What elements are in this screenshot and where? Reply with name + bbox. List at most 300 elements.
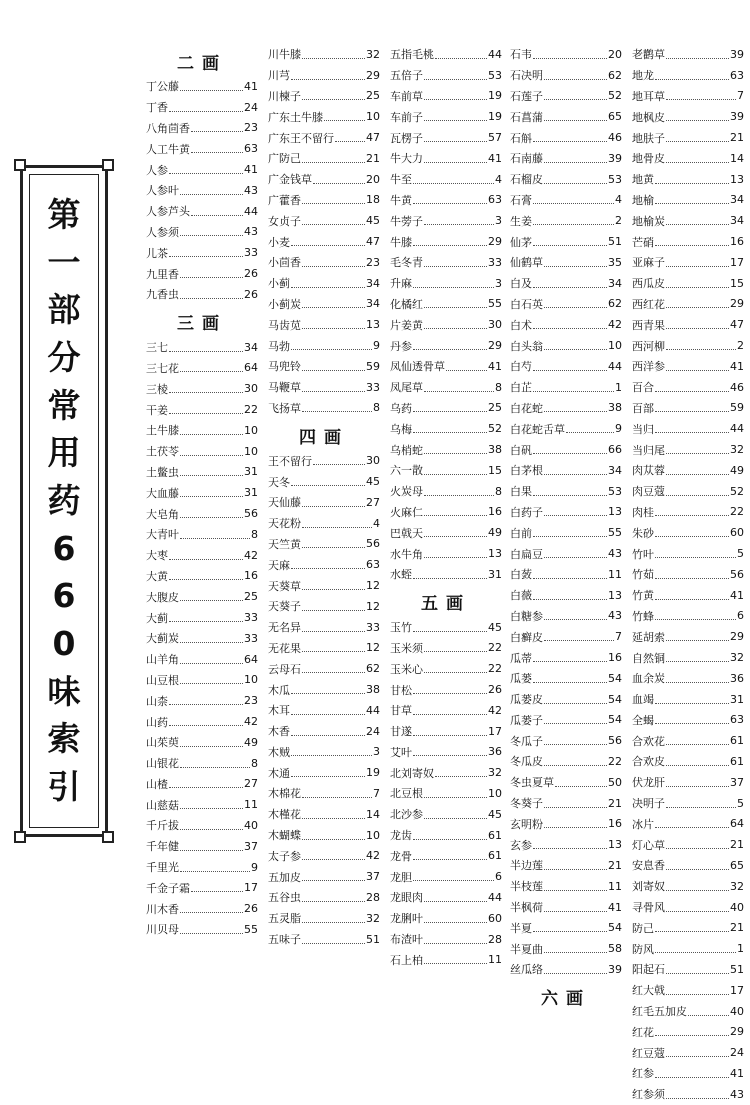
index-entry[interactable] xyxy=(268,742,380,763)
index-entry[interactable] xyxy=(510,564,622,585)
index-entry[interactable] xyxy=(632,980,744,1001)
index-entry[interactable] xyxy=(632,314,744,335)
index-entry[interactable] xyxy=(632,689,744,710)
index-entry[interactable] xyxy=(268,148,380,169)
index-entry[interactable] xyxy=(146,670,258,691)
index-entry[interactable] xyxy=(632,231,744,252)
page-number: 17 xyxy=(244,881,258,895)
herb-name: 毛冬青 xyxy=(390,256,423,270)
herb-name: 白癣皮 xyxy=(510,630,543,644)
index-entry[interactable] xyxy=(390,700,502,721)
index-entry[interactable] xyxy=(632,439,744,460)
index-entry[interactable] xyxy=(390,866,502,887)
page-number: 33 xyxy=(366,380,380,394)
section-title-char: 味 xyxy=(47,671,81,711)
index-entry[interactable] xyxy=(632,917,744,938)
index-entry[interactable] xyxy=(268,513,380,534)
index-entry[interactable] xyxy=(632,44,744,65)
index-entry[interactable] xyxy=(146,159,258,180)
index-entry[interactable] xyxy=(146,284,258,305)
index-entry[interactable] xyxy=(268,845,380,866)
index-entry[interactable] xyxy=(390,314,502,335)
index-entry[interactable] xyxy=(146,857,258,878)
index-entry[interactable] xyxy=(146,815,258,836)
index-entry[interactable] xyxy=(510,543,622,564)
index-entry[interactable] xyxy=(268,721,380,742)
index-entry[interactable] xyxy=(146,222,258,243)
index-entry[interactable] xyxy=(510,917,622,938)
index-entry[interactable] xyxy=(268,314,380,335)
index-entry[interactable] xyxy=(632,626,744,647)
dot-leader xyxy=(180,673,243,684)
index-entry[interactable] xyxy=(390,86,502,107)
dot-leader xyxy=(666,339,736,350)
index-entry[interactable] xyxy=(268,294,380,315)
index-entry[interactable] xyxy=(268,617,380,638)
page-number: 13 xyxy=(608,505,622,519)
index-entry[interactable] xyxy=(268,804,380,825)
herb-name: 天葵子 xyxy=(268,600,301,614)
dot-leader xyxy=(666,277,729,288)
dot-leader xyxy=(566,422,614,433)
herb-name: 竹黄 xyxy=(632,589,654,603)
index-entry[interactable] xyxy=(268,190,380,211)
dot-leader xyxy=(655,693,729,704)
page-number: 62 xyxy=(366,662,380,676)
herb-name: 三七花 xyxy=(146,361,179,375)
corner-ornament xyxy=(102,831,114,843)
index-entry[interactable] xyxy=(510,855,622,876)
index-entry[interactable] xyxy=(390,825,502,846)
herb-name: 龙骨 xyxy=(390,849,412,863)
index-entry[interactable] xyxy=(390,377,502,398)
index-entry[interactable] xyxy=(268,534,380,555)
dot-leader xyxy=(424,214,494,225)
index-entry[interactable] xyxy=(268,471,380,492)
index-entry[interactable] xyxy=(390,522,502,543)
herb-name: 肉豆蔻 xyxy=(632,485,665,499)
herb-name: 土鳖虫 xyxy=(146,465,179,479)
index-entry[interactable] xyxy=(268,356,380,377)
index-entry[interactable] xyxy=(268,450,380,471)
page-number: 56 xyxy=(244,507,258,521)
page-number: 63 xyxy=(488,193,502,207)
dot-leader xyxy=(655,609,736,620)
stroke-count-heading: 五画 xyxy=(421,594,471,615)
index-entry[interactable] xyxy=(390,658,502,679)
index-entry[interactable] xyxy=(390,294,502,315)
dot-leader xyxy=(666,797,736,808)
index-entry[interactable] xyxy=(510,252,622,273)
index-entry[interactable] xyxy=(146,503,258,524)
index-entry[interactable] xyxy=(146,118,258,139)
index-entry[interactable] xyxy=(268,377,380,398)
section-title-char: 第 xyxy=(47,195,81,234)
index-entry[interactable] xyxy=(146,607,258,628)
index-entry[interactable] xyxy=(632,564,744,585)
index-entry[interactable] xyxy=(510,730,622,751)
herb-name: 合欢皮 xyxy=(632,755,665,769)
index-entry[interactable] xyxy=(146,524,258,545)
index-entry[interactable] xyxy=(510,959,622,980)
herb-name: 白扁豆 xyxy=(510,547,543,561)
index-entry[interactable] xyxy=(510,418,622,439)
index-entry[interactable] xyxy=(146,201,258,222)
index-entry[interactable] xyxy=(268,65,380,86)
herb-name: 白花蛇 xyxy=(510,401,543,415)
index-entry[interactable] xyxy=(268,335,380,356)
index-entry[interactable] xyxy=(390,742,502,763)
index-entry[interactable] xyxy=(390,908,502,929)
index-entry[interactable] xyxy=(390,335,502,356)
index-entry[interactable] xyxy=(632,190,744,211)
index-entry[interactable] xyxy=(510,273,622,294)
index-entry[interactable] xyxy=(510,460,622,481)
index-entry[interactable] xyxy=(268,762,380,783)
index-entry[interactable] xyxy=(268,554,380,575)
index-entry[interactable] xyxy=(390,564,502,585)
index-entry[interactable] xyxy=(510,294,622,315)
index-entry[interactable] xyxy=(632,356,744,377)
index-entry[interactable] xyxy=(268,638,380,659)
index-entry[interactable] xyxy=(146,690,258,711)
herb-name: 玉米须 xyxy=(390,641,423,655)
page-number: 3 xyxy=(495,276,502,290)
index-entry[interactable] xyxy=(632,793,744,814)
index-entry[interactable] xyxy=(146,358,258,379)
index-entry[interactable] xyxy=(632,273,744,294)
index-entry[interactable] xyxy=(146,794,258,815)
index-entry[interactable] xyxy=(510,647,622,668)
index-entry[interactable] xyxy=(390,398,502,419)
index-entry[interactable] xyxy=(510,751,622,772)
index-entry[interactable] xyxy=(510,314,622,335)
stroke-count-heading: 四画 xyxy=(299,427,349,448)
index-entry[interactable] xyxy=(632,418,744,439)
page-number: 56 xyxy=(366,537,380,551)
index-entry[interactable] xyxy=(510,148,622,169)
index-entry[interactable] xyxy=(632,585,744,606)
index-entry[interactable] xyxy=(510,502,622,523)
index-entry[interactable] xyxy=(510,169,622,190)
index-entry[interactable] xyxy=(510,65,622,86)
page-number: 7 xyxy=(373,786,380,800)
index-entry[interactable] xyxy=(390,190,502,211)
index-entry[interactable] xyxy=(632,252,744,273)
index-entry[interactable] xyxy=(632,959,744,980)
index-entry[interactable] xyxy=(510,439,622,460)
dot-leader xyxy=(544,901,607,912)
index-entry[interactable] xyxy=(390,804,502,825)
index-entry[interactable] xyxy=(632,938,744,959)
page-number: 23 xyxy=(244,121,258,135)
index-entry[interactable] xyxy=(632,876,744,897)
index-entry[interactable] xyxy=(510,398,622,419)
index-entry[interactable] xyxy=(390,418,502,439)
page-number: 47 xyxy=(730,318,744,332)
page-number: 49 xyxy=(244,735,258,749)
index-entry[interactable] xyxy=(268,252,380,273)
index-entry[interactable] xyxy=(146,482,258,503)
index-entry[interactable] xyxy=(510,938,622,959)
index-entry[interactable] xyxy=(632,481,744,502)
index-entry[interactable] xyxy=(632,502,744,523)
page-number: 59 xyxy=(366,359,380,373)
herb-name: 女贞子 xyxy=(268,214,301,228)
index-entry[interactable] xyxy=(390,252,502,273)
index-entry[interactable] xyxy=(632,335,744,356)
herb-name: 合欢花 xyxy=(632,734,665,748)
index-entry[interactable] xyxy=(390,502,502,523)
index-entry[interactable] xyxy=(632,751,744,772)
index-entry[interactable] xyxy=(390,949,502,970)
index-entry[interactable] xyxy=(146,545,258,566)
index-entry[interactable] xyxy=(268,658,380,679)
herb-name: 丹参 xyxy=(390,339,412,353)
index-entry[interactable] xyxy=(268,825,380,846)
index-entry[interactable] xyxy=(390,439,502,460)
index-entry[interactable] xyxy=(632,127,744,148)
herb-name: 地榆炭 xyxy=(632,214,665,228)
index-entry[interactable] xyxy=(390,273,502,294)
index-entry[interactable] xyxy=(146,420,258,441)
index-entry[interactable] xyxy=(632,106,744,127)
index-entry[interactable] xyxy=(146,628,258,649)
dot-leader xyxy=(302,787,372,798)
index-entry[interactable] xyxy=(146,711,258,732)
index-entry[interactable] xyxy=(390,762,502,783)
index-entry[interactable] xyxy=(390,481,502,502)
index-entry[interactable] xyxy=(268,596,380,617)
herb-name: 山柰 xyxy=(146,694,168,708)
index-entry[interactable] xyxy=(268,492,380,513)
index-entry[interactable] xyxy=(632,834,744,855)
index-entry[interactable] xyxy=(268,86,380,107)
index-entry[interactable] xyxy=(146,263,258,284)
index-entry[interactable] xyxy=(390,617,502,638)
herb-name: 小茴香 xyxy=(268,256,301,270)
index-entry[interactable] xyxy=(146,337,258,358)
herb-name: 大青叶 xyxy=(146,528,179,542)
index-entry[interactable] xyxy=(268,231,380,252)
index-entry[interactable] xyxy=(510,522,622,543)
index-entry[interactable] xyxy=(632,813,744,834)
dot-leader xyxy=(655,1025,729,1036)
dot-leader xyxy=(180,840,243,851)
index-entry[interactable] xyxy=(268,106,380,127)
index-entry[interactable] xyxy=(510,876,622,897)
index-entry[interactable] xyxy=(146,732,258,753)
index-entry[interactable] xyxy=(268,169,380,190)
index-entry[interactable] xyxy=(390,65,502,86)
index-entry[interactable] xyxy=(390,543,502,564)
index-entry[interactable] xyxy=(146,180,258,201)
herb-name: 丁公藤 xyxy=(146,80,179,94)
index-entry[interactable] xyxy=(632,668,744,689)
index-entry[interactable] xyxy=(510,793,622,814)
index-entry[interactable] xyxy=(632,210,744,231)
index-entry[interactable] xyxy=(146,586,258,607)
index-entry[interactable] xyxy=(510,231,622,252)
index-entry[interactable] xyxy=(510,710,622,731)
index-entry[interactable] xyxy=(146,97,258,118)
index-entry[interactable] xyxy=(146,836,258,857)
index-entry[interactable] xyxy=(632,148,744,169)
herb-name: 石膏 xyxy=(510,193,532,207)
index-entry[interactable] xyxy=(390,887,502,908)
index-entry[interactable] xyxy=(390,231,502,252)
index-entry[interactable] xyxy=(268,273,380,294)
index-entry[interactable] xyxy=(632,710,744,731)
index-entry[interactable] xyxy=(510,481,622,502)
dot-leader xyxy=(424,891,487,902)
index-entry[interactable] xyxy=(632,1084,744,1105)
index-entry[interactable] xyxy=(632,855,744,876)
page-number: 16 xyxy=(730,235,744,249)
index-entry[interactable] xyxy=(146,649,258,670)
index-entry[interactable] xyxy=(146,919,258,940)
herb-name: 瓜蒌子 xyxy=(510,713,543,727)
dot-leader xyxy=(291,235,365,246)
index-entry[interactable] xyxy=(146,441,258,462)
dot-leader xyxy=(302,256,365,267)
index-entry[interactable] xyxy=(510,106,622,127)
index-entry[interactable] xyxy=(632,543,744,564)
index-entry[interactable] xyxy=(390,106,502,127)
page-number: 63 xyxy=(366,558,380,572)
index-entry[interactable] xyxy=(268,700,380,721)
section-title-box xyxy=(20,165,108,837)
index-entry[interactable] xyxy=(146,242,258,263)
index-entry[interactable] xyxy=(510,190,622,211)
index-entry[interactable] xyxy=(146,753,258,774)
index-entry[interactable] xyxy=(632,606,744,627)
index-entry[interactable] xyxy=(268,929,380,950)
index-entry[interactable] xyxy=(268,398,380,419)
index-entry[interactable] xyxy=(146,898,258,919)
index-entry[interactable] xyxy=(632,460,744,481)
dot-leader xyxy=(302,89,365,100)
index-entry[interactable] xyxy=(510,127,622,148)
page-number: 42 xyxy=(488,703,502,717)
herb-name: 白茅根 xyxy=(510,464,543,478)
index-entry[interactable] xyxy=(632,169,744,190)
index-entry[interactable] xyxy=(510,834,622,855)
index-entry[interactable] xyxy=(632,730,744,751)
index-entry[interactable] xyxy=(632,377,744,398)
index-entry[interactable] xyxy=(510,606,622,627)
index-entry[interactable] xyxy=(146,378,258,399)
dot-leader xyxy=(302,360,365,371)
index-entry[interactable] xyxy=(390,638,502,659)
index-entry[interactable] xyxy=(146,76,258,97)
dot-leader xyxy=(169,715,243,726)
index-entry[interactable] xyxy=(390,679,502,700)
page-number: 36 xyxy=(730,671,744,685)
index-entry[interactable] xyxy=(268,783,380,804)
index-entry[interactable] xyxy=(390,127,502,148)
index-entry[interactable] xyxy=(632,522,744,543)
page-number: 61 xyxy=(488,849,502,863)
index-entry[interactable] xyxy=(632,398,744,419)
index-entry[interactable] xyxy=(390,148,502,169)
dot-leader xyxy=(655,526,729,537)
index-entry[interactable] xyxy=(510,44,622,65)
index-entry[interactable] xyxy=(390,929,502,950)
index-entry[interactable] xyxy=(632,1021,744,1042)
index-entry[interactable] xyxy=(510,335,622,356)
index-entry[interactable] xyxy=(632,772,744,793)
page-number: 6 xyxy=(737,609,744,623)
index-entry[interactable] xyxy=(510,668,622,689)
page-number: 32 xyxy=(730,651,744,664)
index-entry[interactable] xyxy=(268,210,380,231)
dot-leader xyxy=(655,589,729,600)
index-entry[interactable] xyxy=(390,44,502,65)
index-entry[interactable] xyxy=(510,210,622,231)
index-entry[interactable] xyxy=(390,845,502,866)
index-entry[interactable] xyxy=(390,356,502,377)
index-entry[interactable] xyxy=(268,575,380,596)
index-entry[interactable] xyxy=(632,897,744,918)
index-entry[interactable] xyxy=(146,138,258,159)
index-entry[interactable] xyxy=(268,866,380,887)
index-entry[interactable] xyxy=(510,897,622,918)
index-entry[interactable] xyxy=(510,356,622,377)
index-entry[interactable] xyxy=(510,813,622,834)
index-entry[interactable] xyxy=(632,86,744,107)
herb-name: 土茯苓 xyxy=(146,445,179,459)
index-entry[interactable] xyxy=(146,462,258,483)
index-entry[interactable] xyxy=(510,86,622,107)
index-entry[interactable] xyxy=(510,585,622,606)
index-entry[interactable] xyxy=(510,377,622,398)
index-entry[interactable] xyxy=(146,774,258,795)
dot-leader xyxy=(291,683,365,694)
index-entry[interactable] xyxy=(510,626,622,647)
index-entry[interactable] xyxy=(510,689,622,710)
index-entry[interactable] xyxy=(390,460,502,481)
index-entry[interactable] xyxy=(632,647,744,668)
index-entry[interactable] xyxy=(268,679,380,700)
index-entry[interactable] xyxy=(268,44,380,65)
index-entry[interactable] xyxy=(632,294,744,315)
page-number: 4 xyxy=(615,193,622,207)
index-entry[interactable] xyxy=(146,399,258,420)
herb-name: 白石英 xyxy=(510,297,543,311)
dot-leader xyxy=(413,193,487,204)
page-number: 34 xyxy=(366,297,380,311)
index-entry[interactable] xyxy=(390,210,502,231)
index-entry[interactable] xyxy=(390,721,502,742)
herb-name: 玉米心 xyxy=(390,662,423,676)
index-entry[interactable] xyxy=(632,1063,744,1084)
page-number: 22 xyxy=(244,403,258,417)
index-entry[interactable] xyxy=(146,566,258,587)
index-entry[interactable] xyxy=(632,1001,744,1022)
index-entry[interactable] xyxy=(268,908,380,929)
index-entry[interactable] xyxy=(390,783,502,804)
index-entry[interactable] xyxy=(146,877,258,898)
index-entry[interactable] xyxy=(632,65,744,86)
index-entry[interactable] xyxy=(510,772,622,793)
herb-name: 车前草 xyxy=(390,89,423,103)
index-entry[interactable] xyxy=(632,1042,744,1063)
index-entry[interactable] xyxy=(268,887,380,908)
index-entry[interactable] xyxy=(390,169,502,190)
page-number: 10 xyxy=(608,339,622,353)
index-entry[interactable] xyxy=(268,127,380,148)
